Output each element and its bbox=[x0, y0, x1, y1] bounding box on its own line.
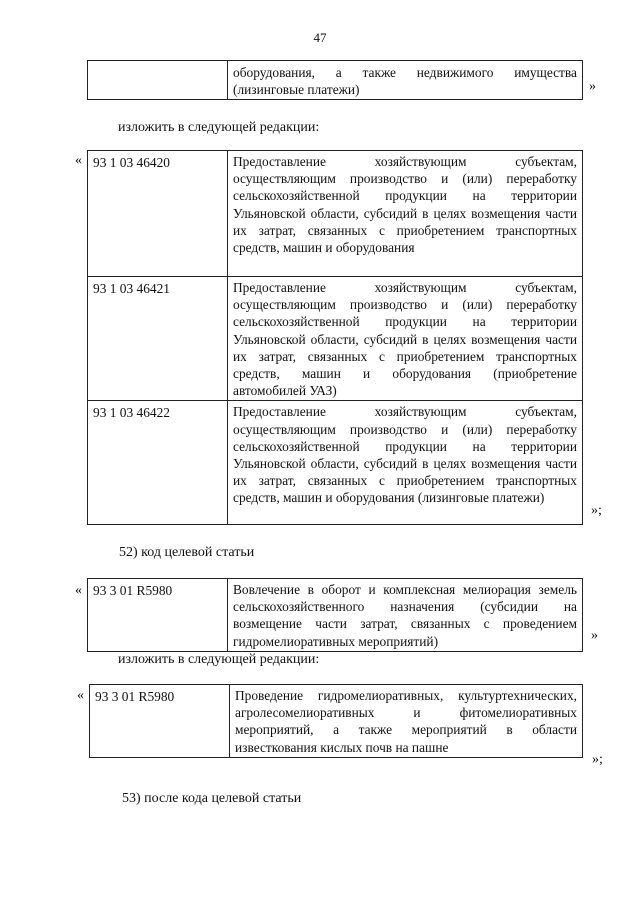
target-codes-table bbox=[87, 150, 583, 525]
table-row bbox=[90, 685, 583, 758]
paragraph-item-53: 53) после кода целевой статьи bbox=[122, 791, 302, 806]
code-cell: 93 3 01 R5980 bbox=[88, 579, 228, 652]
description-cell: Вовлечение в оборот и комплексная мелиорация земель сельскохозяйственного назначения (субсидии на возмещение части затрат, связанных с проведением гидромелиоративных мероприятий) bbox=[228, 579, 583, 652]
code-cell: 93 1 03 46420 bbox=[88, 151, 228, 277]
code-cell: 93 1 03 46421 bbox=[88, 277, 228, 401]
closing-quote: »; bbox=[591, 503, 602, 518]
paragraph-new-wording: изложить в следующей редакции: bbox=[118, 652, 320, 667]
table-row bbox=[88, 61, 583, 100]
paragraph-item-52: 52) код целевой статьи bbox=[119, 545, 255, 560]
closing-quote: » bbox=[591, 628, 598, 643]
code-cell: 93 3 01 R5980 bbox=[90, 685, 230, 758]
opening-quote: « bbox=[75, 153, 82, 168]
table-row bbox=[88, 579, 583, 652]
table-row bbox=[88, 277, 583, 401]
closing-quote: »; bbox=[592, 752, 603, 767]
description-cell: Предоставление хозяйствующим субъектам, осуществляющим производство и (или) переработку сельскохозяйственной продукции на территории Ульяновской области, субсидий в целях возмещения части их затрат, связанных с приобретением транспортных средств, машин и оборудования (приобретение автомобилей УАЗ) bbox=[228, 277, 583, 401]
table-row bbox=[88, 401, 583, 525]
code-cell: 93 1 03 46422 bbox=[88, 401, 228, 525]
table-continuation bbox=[87, 60, 583, 100]
description-cell: Предоставление хозяйствующим субъектам, осуществляющим производство и (или) переработку сельскохозяйственной продукции на территории Ульяновской области, субсидий в целях возмещения части их затрат, связанных с приобретением транспортных средств, машин и оборудования (лизинговые платежи) bbox=[228, 401, 583, 525]
closing-quote: » bbox=[589, 79, 596, 94]
opening-quote: « bbox=[75, 583, 82, 598]
paragraph-new-wording: изложить в следующей редакции: bbox=[118, 120, 320, 135]
page-number: 47 bbox=[313, 30, 327, 45]
description-cell: Проведение гидромелиоративных, культуртехнических, агролесомелиоративных и фитомелиоративных мероприятий, а также мероприятий в области известкования кислых почв на пашне bbox=[230, 685, 583, 758]
table-row bbox=[88, 151, 583, 277]
description-cell: оборудования, а также недвижимого имущества (лизинговые платежи) bbox=[228, 61, 583, 100]
opening-quote: « bbox=[77, 688, 84, 703]
new-code-table bbox=[89, 684, 583, 758]
old-code-table bbox=[87, 578, 583, 652]
code-cell bbox=[88, 61, 228, 100]
description-cell: Предоставление хозяйствующим субъектам, осуществляющим производство и (или) переработку сельскохозяйственной продукции на территории Ульяновской области, субсидий в целях возмещения части их затрат, связанных с приобретением транспортных средств, машин и оборудования bbox=[228, 151, 583, 277]
